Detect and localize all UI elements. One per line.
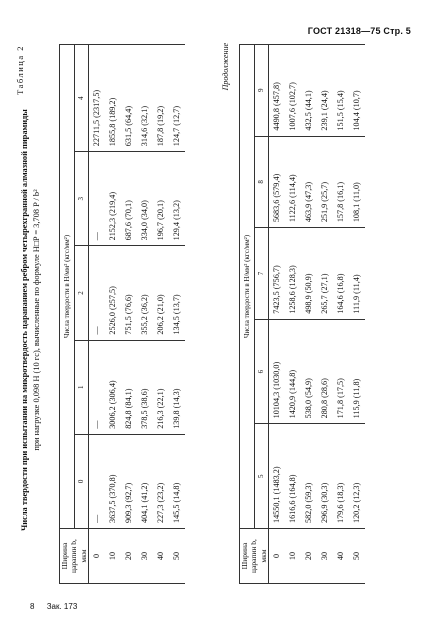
hardness-cell: 139,8 (14,3): [169, 340, 185, 434]
hardness-cell: 2526,0 (257,5): [105, 246, 121, 340]
hardness-cell: 179,6 (18,3): [333, 424, 349, 529]
column-header: 5: [254, 424, 269, 529]
table-row: [285, 45, 301, 584]
hardness-cell: 111,9 (11,4): [349, 228, 365, 320]
hardness-cell: 265,7 (27,1): [317, 228, 333, 320]
width-cell: 40: [333, 529, 349, 584]
hardness-cell: 10104,3 (1030,0): [269, 319, 286, 424]
hardness-cell: 22711,5 (2317,5): [89, 45, 106, 152]
width-cell: 40: [153, 529, 169, 584]
hardness-cell: 216,3 (22,1): [153, 340, 169, 434]
table-row: [301, 45, 317, 584]
hardness-cell: 296,9 (30,3): [317, 424, 333, 529]
hardness-cell: 432,5 (44,1): [301, 45, 317, 137]
table-row: [89, 45, 106, 584]
hardness-cell: 1616,6 (164,8): [285, 424, 301, 529]
table-row: [105, 45, 121, 584]
hardness-cell: 134,5 (13,7): [169, 246, 185, 340]
hardness-cell: 129,4 (13,2): [169, 152, 185, 246]
hardness-cell: 14550,1 (1483,2): [269, 424, 286, 529]
column-header: 8: [254, 136, 269, 228]
hardness-cell: —: [89, 340, 106, 434]
column-header: 1: [74, 340, 89, 434]
hardness-cell: 196,7 (20,1): [153, 152, 169, 246]
hardness-table-part-1: [59, 44, 185, 584]
title-line-2: при нагрузке 0,098 Н (10 гс), вычисленные по формуле H□P = 3,708 P / b²: [32, 189, 42, 451]
hardness-cell: 1258,6 (128,3): [285, 228, 301, 320]
hardness-cell: 687,6 (70,1): [121, 152, 137, 246]
width-cell: 0: [269, 529, 286, 584]
width-cell: 50: [349, 529, 365, 584]
column-header: 3: [74, 152, 89, 246]
hardness-cell: 3006,2 (306,4): [105, 340, 121, 434]
hardness-cell: 108,1 (11,0): [349, 136, 365, 228]
width-column-header: Ширина царапин b, мкм: [60, 529, 89, 584]
column-header: 7: [254, 228, 269, 320]
hardness-cell: 104,4 (10,7): [349, 45, 365, 137]
hardness-cell: 463,9 (47,3): [301, 136, 317, 228]
hardness-cell: 404,1 (41,2): [137, 434, 153, 528]
hardness-cell: 124,7 (12,7): [169, 45, 185, 152]
order-number: Зак. 173: [46, 602, 78, 611]
hardness-cell: —: [89, 246, 106, 340]
hardness-cell: 5683,6 (579,4): [269, 136, 286, 228]
width-cell: 20: [301, 529, 317, 584]
column-header: 2: [74, 246, 89, 340]
signature-mark: 8: [30, 602, 35, 611]
hardness-cell: 145,5 (14,8): [169, 434, 185, 528]
hardness-cell: 1420,9 (144,8): [285, 319, 301, 424]
hardness-cell: 227,3 (23,2): [153, 434, 169, 528]
hardness-cell: 120,2 (12,3): [349, 424, 365, 529]
hardness-cell: 334,0 (34,0): [137, 152, 153, 246]
hardness-cell: 909,3 (92,7): [121, 434, 137, 528]
column-header: 6: [254, 319, 269, 424]
hardness-cell: 314,6 (32,1): [137, 45, 153, 152]
table-row: [269, 45, 286, 584]
hardness-cell: 2152,3 (219,4): [105, 152, 121, 246]
hardness-cell: 355,2 (36,2): [137, 246, 153, 340]
width-cell: 20: [121, 529, 137, 584]
table-row: [153, 45, 169, 584]
width-cell: 30: [317, 529, 333, 584]
hardness-cell: 251,9 (25,7): [317, 136, 333, 228]
table-row: [317, 45, 333, 584]
hardness-cell: 1122,6 (114,4): [285, 136, 301, 228]
hardness-cell: 7423,5 (756,7): [269, 228, 286, 320]
hardness-cell: 1007,6 (102,7): [285, 45, 301, 137]
table-row: [137, 45, 153, 584]
hardness-cell: 378,5 (38,6): [137, 340, 153, 434]
hardness-cell: —: [89, 434, 106, 528]
hardness-cell: —: [89, 152, 106, 246]
hardness-cell: 151,5 (15,4): [333, 45, 349, 137]
hardness-cell: 1855,8 (189,2): [105, 45, 121, 152]
table-row: [333, 45, 349, 584]
hardness-cell: 206,2 (21,0): [153, 246, 169, 340]
hardness-cell: 824,8 (84,1): [121, 340, 137, 434]
hardness-cell: 239,1 (24,4): [317, 45, 333, 137]
table-row: [349, 45, 365, 584]
column-header: 0: [74, 434, 89, 528]
title-line-1: Числа твердости при испытании на микротвердость царапанием ребром четырехгранной алмазной пирамиды: [20, 109, 29, 531]
width-cell: 50: [169, 529, 185, 584]
hardness-cell: 164,6 (16,8): [333, 228, 349, 320]
hardness-group-header: Числа твердости в Н/мм² (кгс/мм²): [60, 45, 75, 529]
width-cell: 30: [137, 529, 153, 584]
hardness-cell: 751,5 (76,6): [121, 246, 137, 340]
hardness-cell: 631,5 (64,4): [121, 45, 137, 152]
hardness-group-header: Числа твердости в Н/мм² (кгс/мм²): [240, 45, 255, 529]
hardness-cell: 157,8 (16,1): [333, 136, 349, 228]
width-cell: 10: [285, 529, 301, 584]
column-header: 4: [74, 45, 89, 152]
hardness-cell: 187,8 (19,2): [153, 45, 169, 152]
hardness-cell: 4490,8 (457,8): [269, 45, 286, 137]
hardness-cell: 171,8 (17,5): [333, 319, 349, 424]
hardness-table-part-2: [239, 44, 365, 584]
page-header: ГОСТ 21318—75 Стр. 5: [307, 26, 411, 36]
table-row: [121, 45, 137, 584]
rotated-page-content: [13, 39, 413, 594]
hardness-cell: 538,0 (54,9): [301, 319, 317, 424]
width-cell: 10: [105, 529, 121, 584]
hardness-cell: 280,8 (28,6): [317, 319, 333, 424]
width-column-header: Ширина царапин b, мкм: [240, 529, 269, 584]
page-footer: [30, 602, 87, 611]
hardness-cell: 582,0 (59,3): [301, 424, 317, 529]
table-title: [19, 60, 43, 580]
table-row: [169, 45, 185, 584]
width-cell: 0: [89, 529, 106, 584]
hardness-cell: 498,9 (50,9): [301, 228, 317, 320]
hardness-cell: 115,9 (11,8): [349, 319, 365, 424]
hardness-cell: 3637,5 (370,8): [105, 434, 121, 528]
table-number-label: Таблица 2: [15, 45, 25, 95]
column-header: 9: [254, 45, 269, 137]
continued-label: Продолжение: [221, 43, 230, 91]
